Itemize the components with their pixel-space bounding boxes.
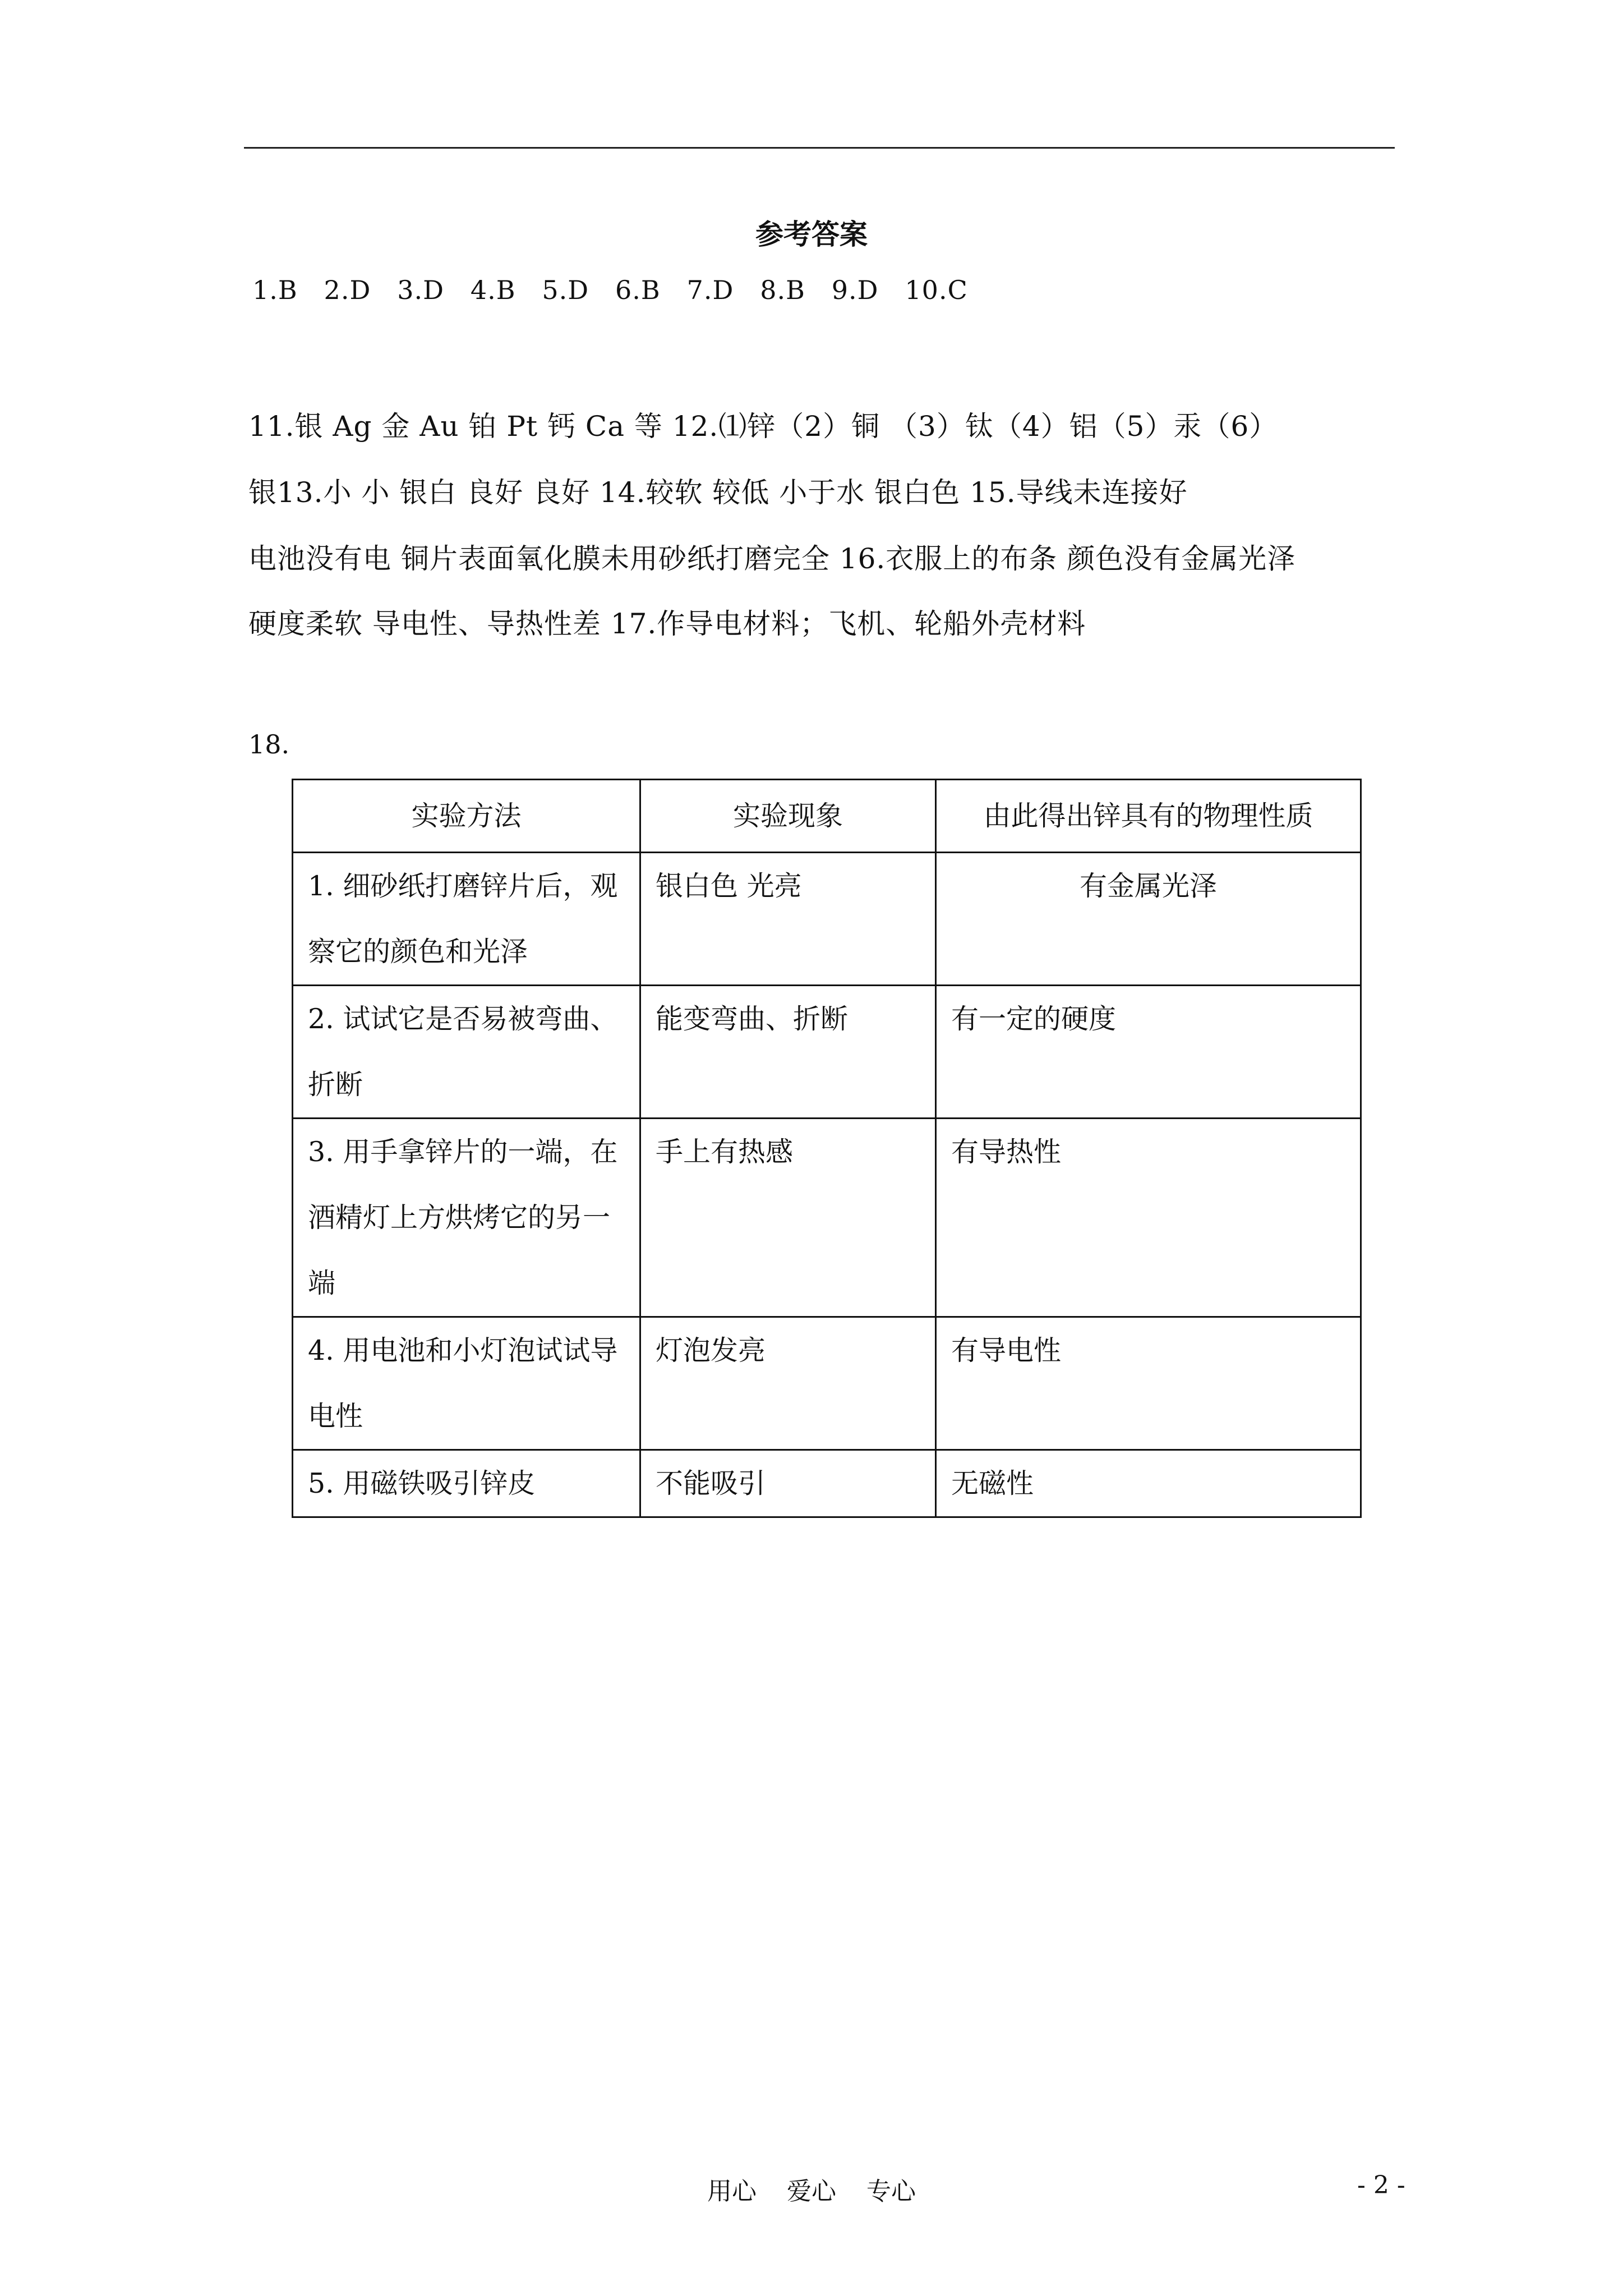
page-title: 参考答案 <box>755 218 868 251</box>
property-cell: 有金属光泽 <box>936 853 1361 986</box>
method-cell: 1. 细砂纸打磨锌片后，观察它的颜色和光泽 <box>293 853 640 986</box>
experiment-table <box>292 779 1362 1518</box>
header-method: 实验方法 <box>293 780 640 853</box>
phenomenon-cell: 银白色 光亮 <box>640 853 936 986</box>
phenomenon-cell: 手上有热感 <box>640 1119 936 1317</box>
table-row <box>293 1119 1361 1317</box>
method-cell: 5. 用磁铁吸引锌皮 <box>293 1450 640 1517</box>
footer-motto: 用心 爱心 专心 <box>707 2177 916 2206</box>
method-cell: 3. 用手拿锌片的一端，在酒精灯上方烘烤它的另一端 <box>293 1119 640 1317</box>
answer-line-3: 电池没有电 铜片表面氧化膜未用砂纸打磨完全 16.衣服上的布条 颜色没有金属光泽 <box>248 542 1296 575</box>
table-row <box>293 853 1361 986</box>
table-row <box>293 1317 1361 1450</box>
multiple-choice-answers: 1.B 2.D 3.D 4.B 5.D 6.B 7.D 8.B 9.D 10.C <box>252 275 968 305</box>
header-rule <box>244 147 1395 149</box>
method-cell: 4. 用电池和小灯泡试试导电性 <box>293 1317 640 1450</box>
phenomenon-cell: 不能吸引 <box>640 1450 936 1517</box>
phenomenon-cell: 灯泡发亮 <box>640 1317 936 1450</box>
table-row <box>293 1450 1361 1517</box>
property-cell: 有一定的硬度 <box>936 986 1361 1119</box>
answer-line-4: 硬度柔软 导电性、导热性差 17.作导电材料；飞机、轮船外壳材料 <box>248 608 1086 640</box>
question-18-label: 18. <box>248 729 290 760</box>
header-property: 由此得出锌具有的物理性质 <box>936 780 1361 853</box>
table-header-row <box>293 780 1361 853</box>
property-cell: 有导电性 <box>936 1317 1361 1450</box>
phenomenon-cell: 能变弯曲、折断 <box>640 986 936 1119</box>
property-cell: 无磁性 <box>936 1450 1361 1517</box>
answer-line-2: 银13.小 小 银白 良好 良好 14.较软 较低 小于水 银白色 15.导线未连接好 <box>248 476 1188 509</box>
header-phenomenon: 实验现象 <box>640 780 936 853</box>
table-row <box>293 986 1361 1119</box>
property-cell: 有导热性 <box>936 1119 1361 1317</box>
answer-line-1: 11.银 Ag 金 Au 铂 Pt 钙 Ca 等 12.⑴锌（2）铜 （3）钛（4）铝（5）汞（6） <box>248 410 1278 443</box>
method-cell: 2. 试试它是否易被弯曲、折断 <box>293 986 640 1119</box>
page-number: - 2 - <box>1357 2171 1405 2200</box>
